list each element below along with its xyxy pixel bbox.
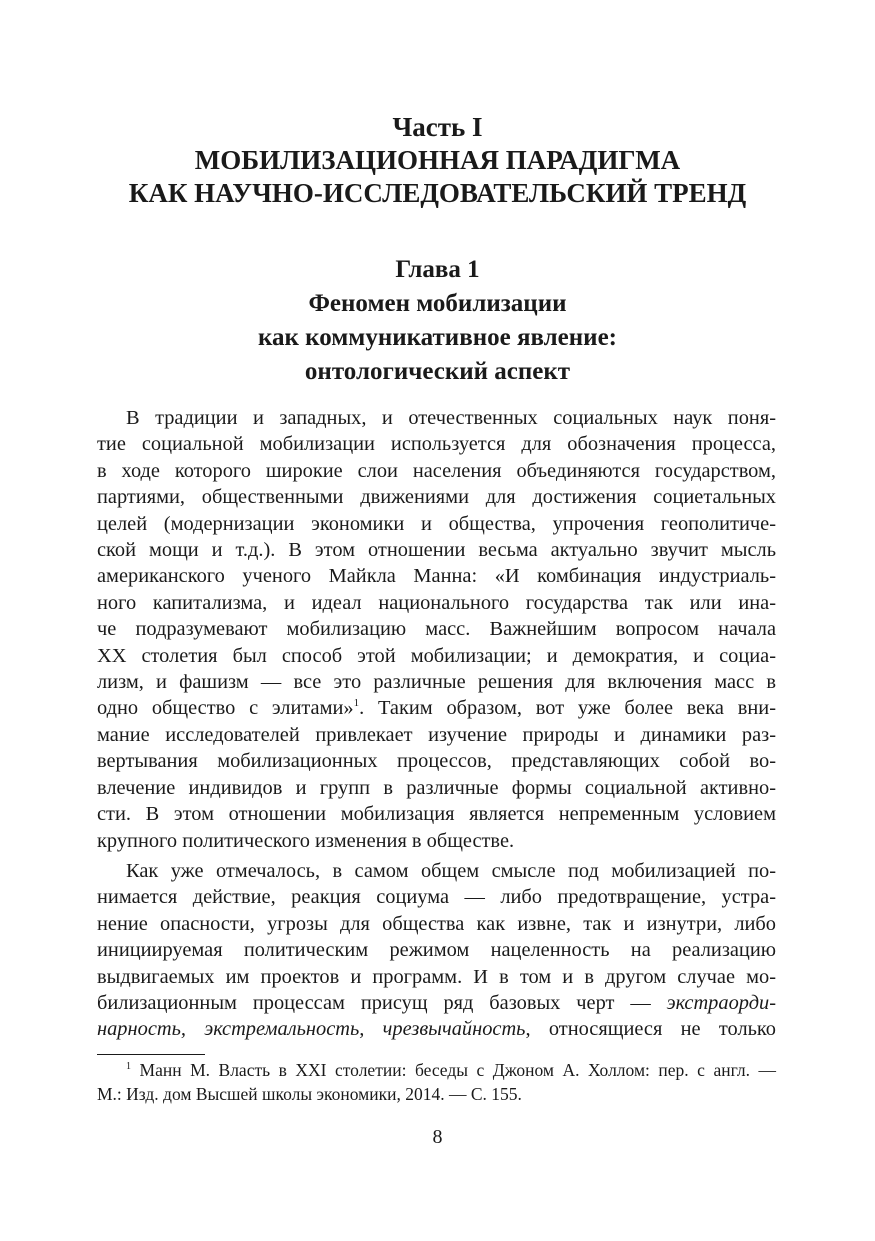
text-line: ской мощи и т.д.). В этом отношении весьма актуально звучит мысль <box>97 539 776 562</box>
text-line: американского ученого Майкла Манна: «И комбинация индустриаль- <box>97 565 776 588</box>
footnote-marker: 1 <box>126 1061 131 1073</box>
text-line: сти. В этом отношении мобилизация является непременным условием <box>97 803 776 826</box>
text-line: нение опасности, угрозы для общества как извне, так и изнутри, либо <box>97 912 776 935</box>
text-line <box>97 695 776 721</box>
text-line: влечение индивидов и групп в различные формы социальной активно- <box>97 776 776 799</box>
text-line: XX столетия был способ этой мобилизации; и демократия, и социа- <box>97 644 776 667</box>
part-number: Часть I <box>392 112 483 142</box>
text-line: Как уже отмечалось, в самом общем смысле под мобилизацией по- <box>126 860 776 882</box>
text-line <box>97 1016 776 1042</box>
chapter-title-line-1: Феномен мобилизации <box>308 290 567 317</box>
text-line: в ходе которого широкие слои населения объединяются государством, <box>97 459 776 482</box>
text-segment: билизационным процессам присущ ряд базовых черт — <box>97 992 667 1015</box>
chapter-number: Глава 1 <box>395 256 480 283</box>
text-segment: . Таким образом, вот уже более века вни- <box>359 697 776 720</box>
text-line: В традиции и западных, и отечественных социальных наук поня- <box>126 407 776 429</box>
footnote <box>97 1058 776 1106</box>
footnote-line: М.: Изд. дом Высшей школы экономики, 2014. — С. 155. <box>97 1084 522 1104</box>
paragraph-1 <box>97 405 776 854</box>
footnote-separator <box>97 1054 205 1055</box>
text-line: тие социальной мобилизации используется для обозначения процесса, <box>97 433 776 456</box>
text-line: выдвигаемых им проектов и программ. И в том и в другом случае мо- <box>97 965 776 988</box>
text-line <box>97 990 776 1016</box>
text-segment: , относящиеся не только <box>525 1018 776 1041</box>
page-number: 8 <box>432 1126 443 1148</box>
text-line: целей (модернизации экономики и общества, упрочения геополитиче- <box>97 512 776 535</box>
text-line: вертывания мобилизационных процессов, представляющих собой во- <box>97 750 776 773</box>
text-segment: одно общество с элитами» <box>97 697 354 720</box>
text-line: ного капитализма, и идеал национального государства так или ина- <box>97 591 776 614</box>
part-title-line-2: КАК НАУЧНО-ИССЛЕДОВАТЕЛЬСКИЙ ТРЕНД <box>128 178 747 208</box>
chapter-title-line-3: онтологический аспект <box>304 358 571 385</box>
chapter-heading <box>0 253 875 389</box>
footnote-text: Манн М. Власть в XXI столетии: беседы с Джоном А. Холлом: пер. с англ. — <box>131 1060 776 1080</box>
part-title-line-1: МОБИЛИЗАЦИОННАЯ ПАРАДИГМА <box>194 145 681 175</box>
footnote-ref: 1 <box>353 697 360 710</box>
text-line: нимается действие, реакция социума — либо предотвращение, устра- <box>97 886 776 909</box>
part-heading <box>0 111 875 210</box>
paragraph-2 <box>97 858 776 1043</box>
italic-term: экстраорди- <box>666 992 776 1015</box>
footnote-line <box>97 1058 776 1082</box>
chapter-title-line-2: как коммуникативное явление: <box>257 324 617 351</box>
italic-term: нарность, экстремальность, чрезвычайность <box>97 1018 526 1041</box>
text-line: че подразумевают мобилизацию масс. Важнейшим вопросом начала <box>97 618 776 641</box>
text-line: мание исследователей привлекает изучение природы и динамики раз- <box>97 723 776 746</box>
text-line: лизм, и фашизм — все это различные решения для включения масс в <box>97 671 776 694</box>
text-line: инициируемая политическим режимом нацеленность на реализацию <box>97 939 776 962</box>
text-line: партиями, общественными движениями для достижения социетальных <box>97 486 776 509</box>
text-line: крупного политического изменения в обществе. <box>97 829 515 852</box>
